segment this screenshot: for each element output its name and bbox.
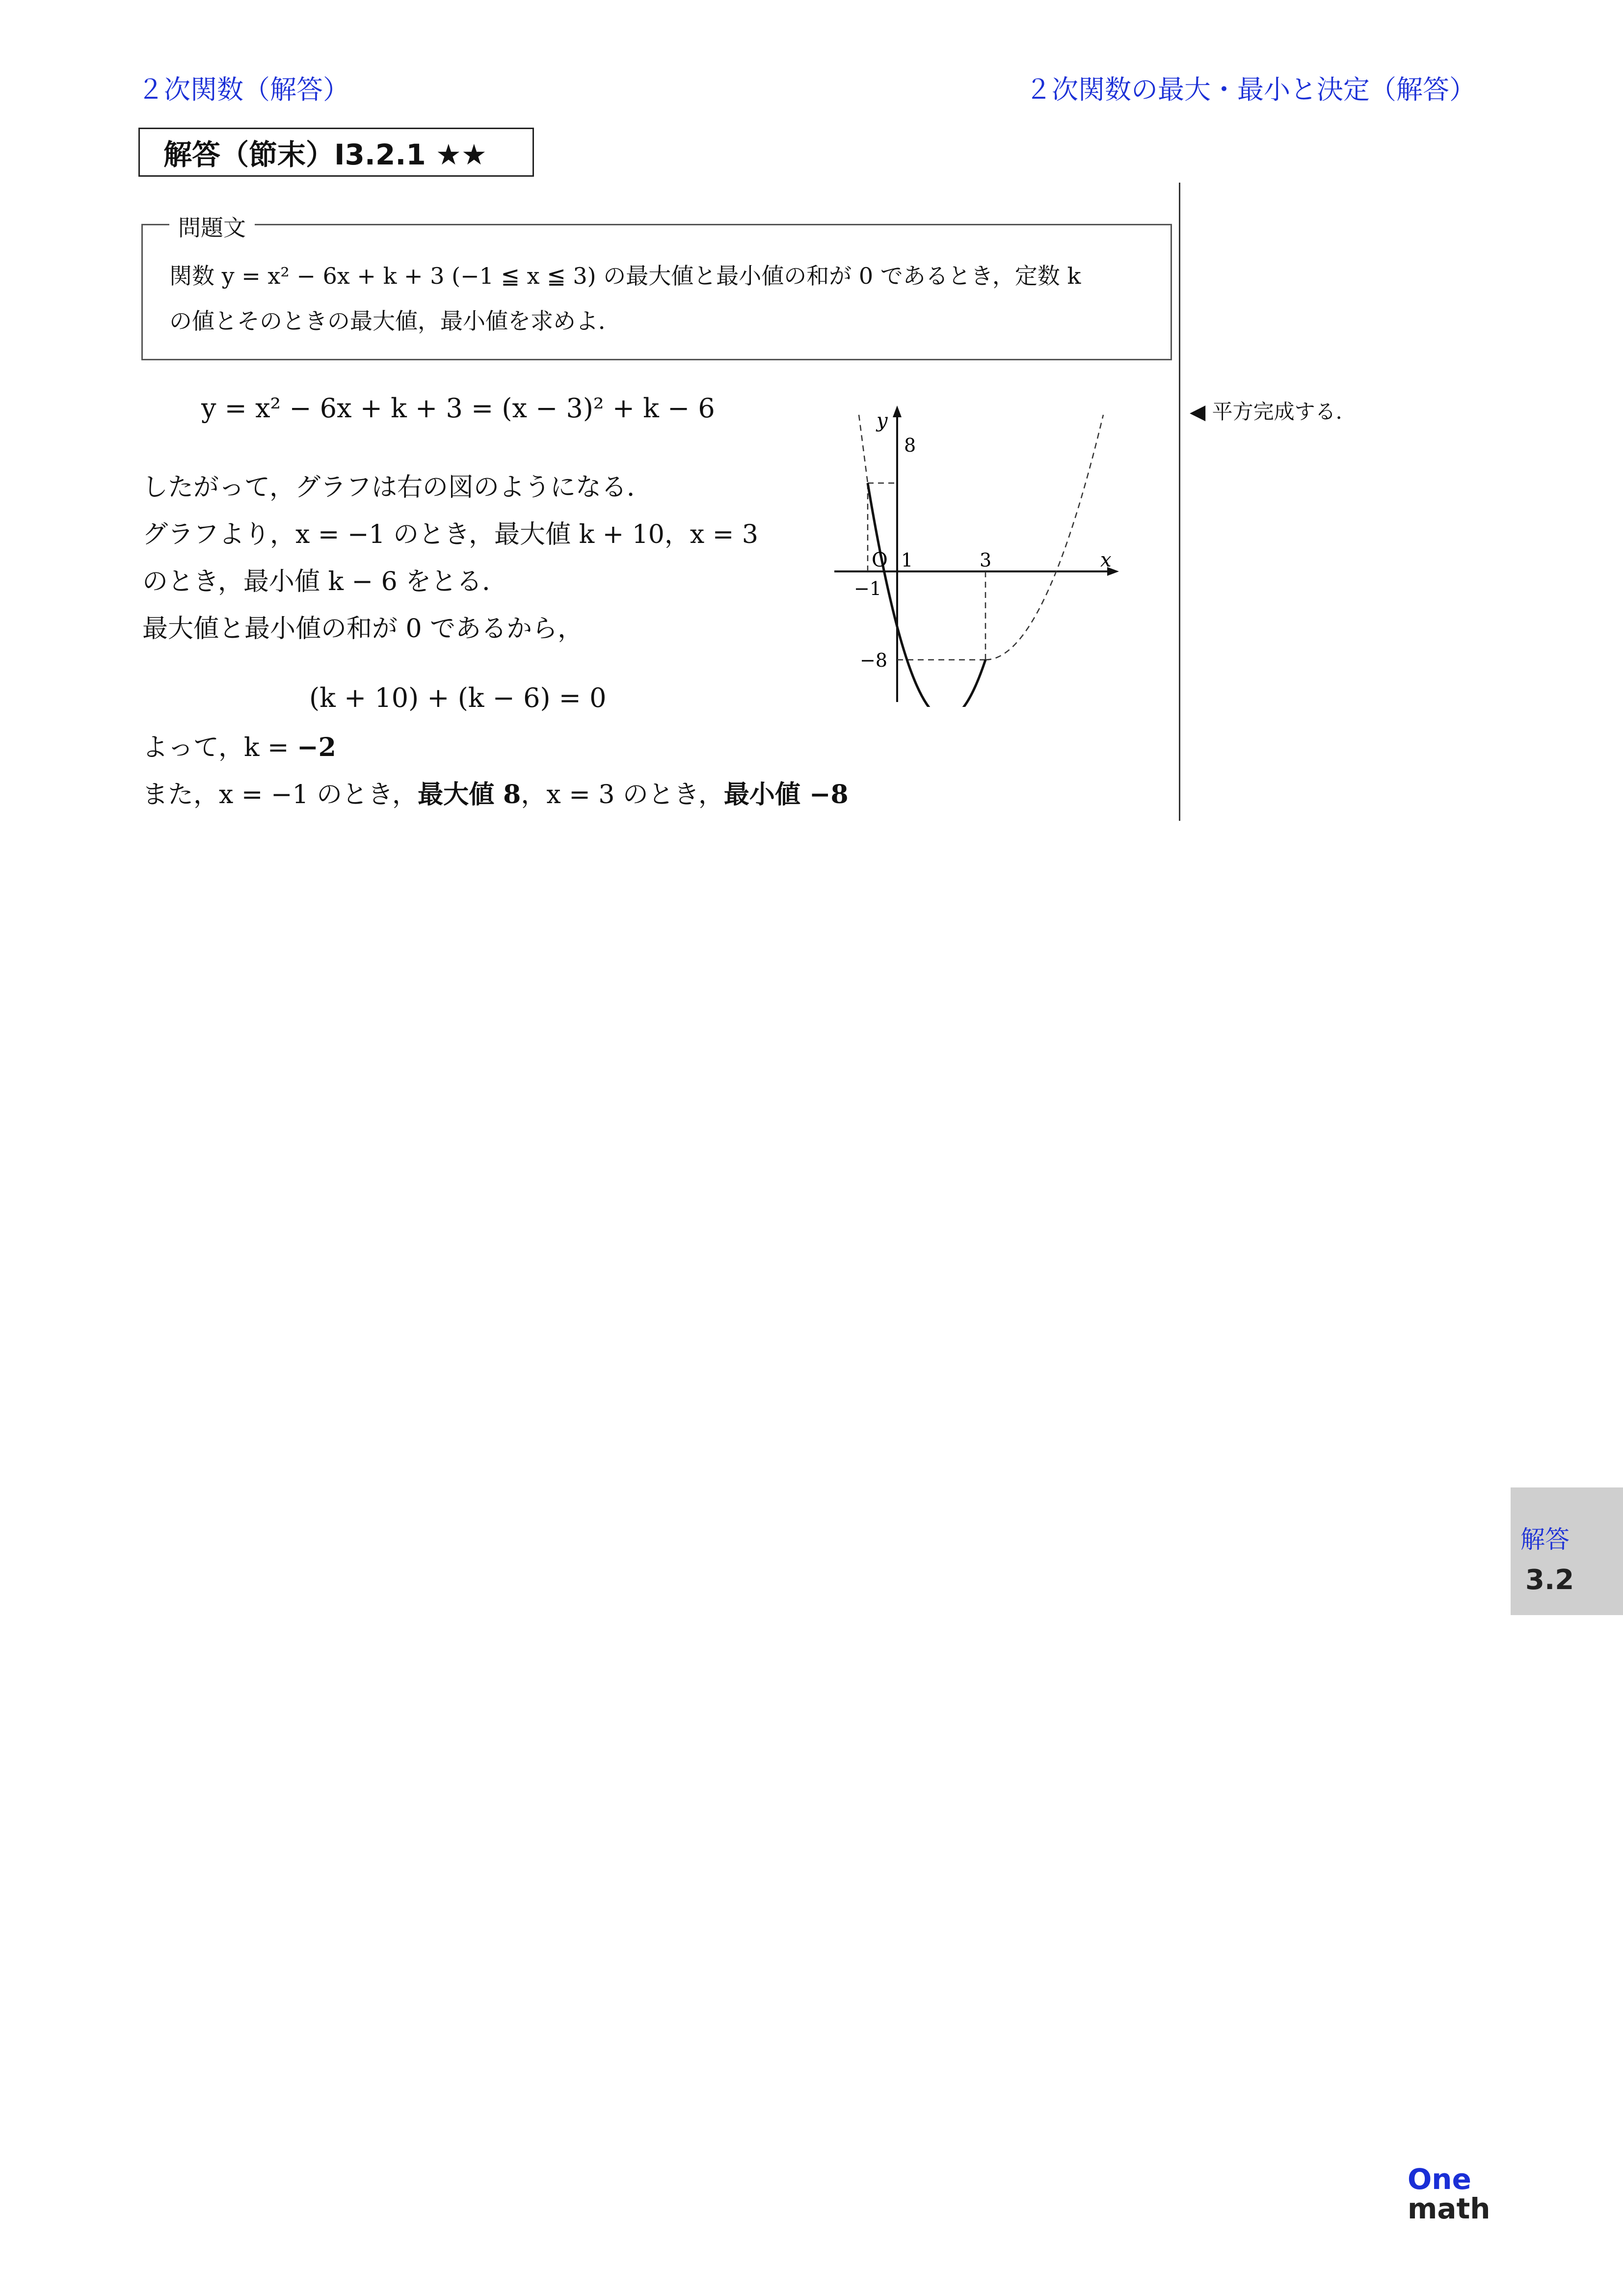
parabola-left-extension	[859, 415, 868, 483]
parabola-right-extension	[985, 415, 1103, 660]
x-axis-label: x	[1100, 549, 1112, 571]
y-axis-label: y	[877, 409, 888, 432]
solution-line-2: グラフより，x = −1 のとき，最大値 k + 10，x = 3	[142, 520, 758, 549]
section-tab-number: 3.2	[1525, 1564, 1574, 1596]
tick-label-x-3: 3	[980, 549, 992, 571]
solution-line-6	[142, 774, 849, 810]
section-tab-label: 解答	[1520, 1525, 1570, 1554]
solution-line-1: したがって，グラフは右の図のようになる．	[142, 473, 652, 502]
solution-line-3: のとき，最小値 k − 6 をとる．	[142, 567, 508, 596]
tick-label-x-neg1: −1	[854, 578, 882, 599]
problem-text-line-1: 関数 y = x² − 6x + k + 3 (−1 ≦ x ≦ 3) の最大値と最小値の和が 0 であるとき，定数 k	[169, 263, 1081, 289]
origin-label: O	[872, 549, 888, 571]
max-condition: また，x = −1 のとき，	[142, 780, 418, 810]
parabola-graph	[829, 403, 1124, 707]
solution-line-4: 最大値と最小値の和が 0 であるから，	[142, 614, 584, 644]
tick-label-x-1: 1	[901, 549, 913, 571]
k-answer: −2	[297, 732, 336, 762]
problem-box	[141, 224, 1172, 360]
solution-line-5	[142, 727, 336, 763]
solution-title	[138, 128, 534, 177]
side-note: ◀ 平方完成する．	[1190, 400, 1357, 424]
onemath-logo	[1408, 2162, 1490, 2225]
header-chapter: ２次関数（解答）	[137, 74, 349, 105]
min-answer: 最小値 −8	[723, 780, 849, 810]
sum-equation: (k + 10) + (k − 6) = 0	[309, 682, 607, 713]
section-tab	[1511, 1487, 1623, 1615]
k-answer-prefix: よって，k =	[142, 733, 297, 762]
parabola-domain-curve	[868, 483, 985, 707]
margin-divider	[1179, 183, 1180, 821]
tick-label-y-8: 8	[904, 434, 916, 456]
completing-square-equation: y = x² − 6x + k + 3 = (x − 3)² + k − 6	[201, 393, 715, 424]
logo-math: math	[1408, 2192, 1490, 2225]
problem-text-line-2: の値とそのときの最大値，最小値を求めよ．	[169, 308, 621, 334]
problem-label: 問題文	[169, 210, 255, 243]
logo-one: One	[1408, 2162, 1471, 2196]
tick-label-y-neg8: −8	[860, 649, 888, 671]
min-condition: ，x = 3 のとき，	[521, 780, 724, 810]
max-answer: 最大値 8	[418, 780, 521, 810]
y-axis-arrow	[893, 405, 902, 417]
solution-title-text: 解答（節末）I3.2.1 ★★	[163, 138, 487, 171]
header-section: ２次関数の最大・最小と決定（解答）	[1025, 74, 1476, 105]
